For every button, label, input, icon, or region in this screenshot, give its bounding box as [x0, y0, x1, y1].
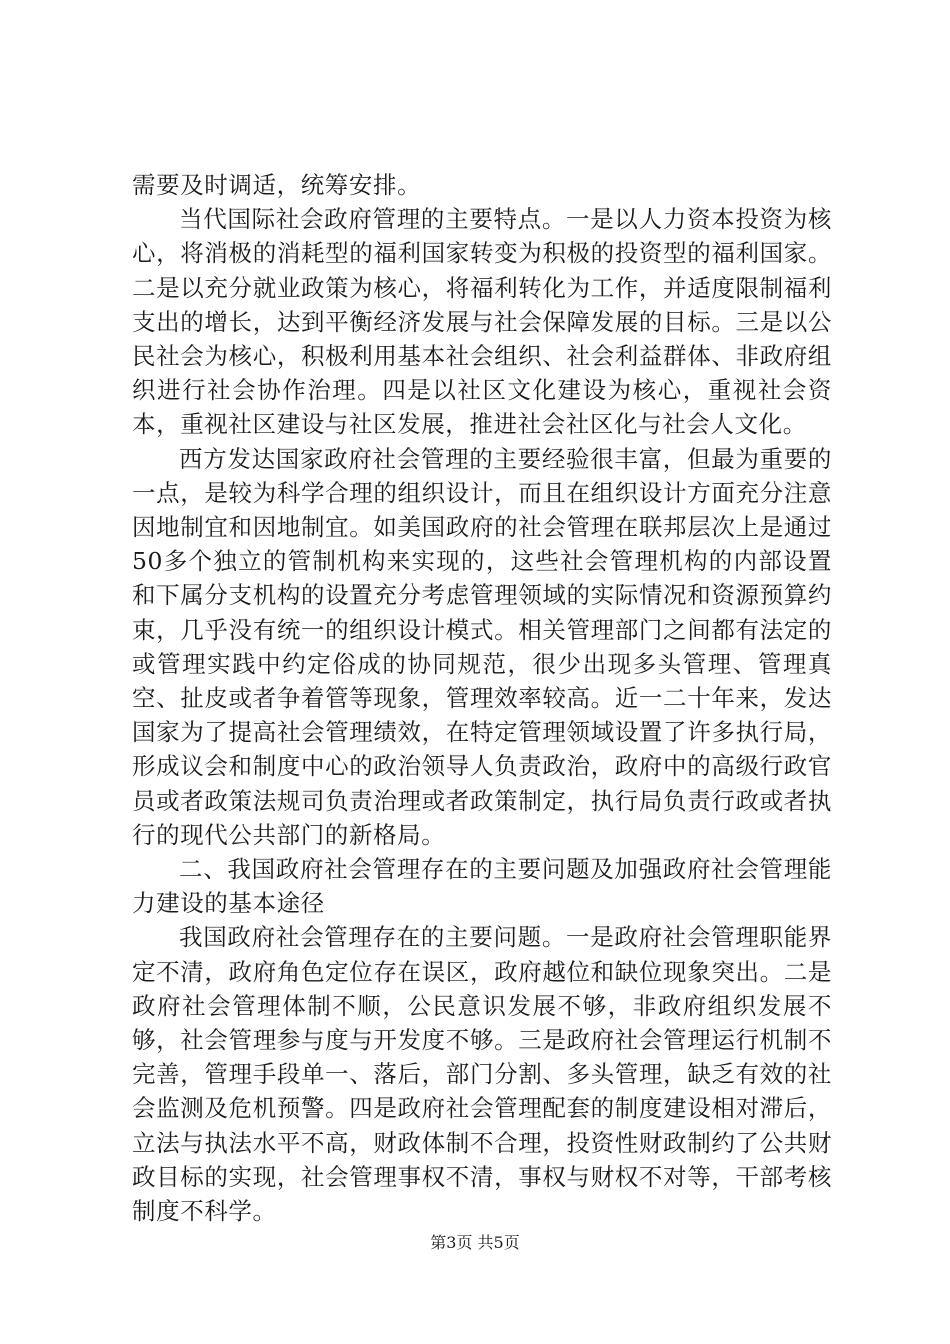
paragraph-characteristics: 当代国际社会政府管理的主要特点。一是以人力资本投资为核心，将消极的消耗型的福利国家转变为积极的投资型的福利国家。二是以充分就业政策为核心，将福利转化为工作，并适度限制福利支出的增长，达到平衡经济发展与社会保障发展的目标。三是以公民社会为核心，积极利用基本社会组织、社会利益群体、非政府组织进行社会协作治理。四是以社区文化建设为核心，重视社会资本，重视社区建设与社区发展，推进社会社区化与社会人文化。	[132, 205, 832, 439]
paragraph-continuation: 需要及时调适，统筹安排。	[132, 171, 422, 199]
page-number: 第3页 共5页	[430, 1233, 520, 1252]
page-footer	[0, 1232, 950, 1254]
document-body	[132, 168, 832, 1228]
paragraph-western-experience: 西方发达国家政府社会管理的主要经验很丰富，但最为重要的一点，是较为科学合理的组织设计，而且在组织设计方面充分注意因地制宜和因地制宜。如美国政府的社会管理在联邦层次上是通过50多个独立的管制机构来实现的，这些社会管理机构的内部设置和下属分支机构的设置充分考虑管理领域的实际情况和资源预算约束，几乎没有统一的组织设计模式。相关管理部门之间都有法定的或管理实践中约定俗成的协同规范，很少出现多头管理、管理真空、扯皮或者争着管等现象，管理效率较高。近一二十年来，发达国家为了提高社会管理绩效，在特定管理领域设置了许多执行局，形成议会和制度中心的政治领导人负责政治，政府中的高级行政官员或者政策法规司负责治理或者政策制定，执行局负责行政或者执行的现代公共部门的新格局。	[132, 444, 832, 849]
section-heading-2: 二、我国政府社会管理存在的主要问题及加强政府社会管理能力建设的基本途径	[132, 855, 832, 918]
paragraph-main-problems: 我国政府社会管理存在的主要问题。一是政府社会管理职能界定不清，政府角色定位存在误区，政府越位和缺位现象突出。二是政府社会管理体制不顺，公民意识发展不够，非政府组织发展不够，社会管理参与度与开发度不够。三是政府社会管理运行机制不完善，管理手段单一、落后，部门分割、多头管理，缺乏有效的社会监测及危机预警。四是政府社会管理配套的制度建设相对滞后，立法与执法水平不高，财政体制不合理，投资性财政制约了公共财政目标的实现，社会管理事权不清，事权与财权不对等，干部考核制度不科学。	[132, 923, 832, 1226]
